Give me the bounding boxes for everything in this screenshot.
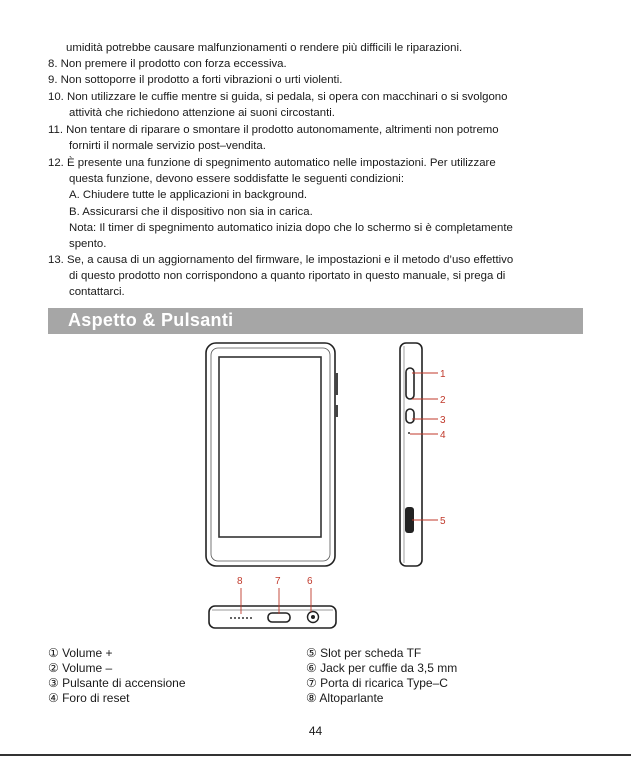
note: Nota: Il timer di spegnimento automatico inizia dopo che lo schermo si è completamente (69, 222, 513, 234)
legend-item-4: ④ Foro di reset (48, 691, 130, 705)
list-item-12: 12. È presente una funzione di spegnimento automatico nelle impostazioni. Per utilizzare (48, 157, 496, 169)
reset-hole (408, 432, 410, 434)
list-item-12-cont: questa funzione, devono essere soddisfatte le seguenti condizioni: (69, 173, 404, 185)
bottom-rule (0, 754, 631, 756)
note-cont: spento. (69, 238, 107, 250)
device-front-view (206, 343, 338, 566)
callout-6: 6 (307, 576, 313, 587)
list-item-9: 9. Non sottoporre il prodotto a forti vibrazioni o urti violenti. (48, 74, 343, 86)
legend-item-6: ⑥ Jack per cuffie da 3,5 mm (306, 661, 458, 675)
legend-item-2: ② Volume – (48, 661, 113, 675)
callout-5: 5 (440, 516, 446, 527)
callout-7: 7 (275, 576, 281, 587)
section-title: Aspetto & Pulsanti (68, 310, 234, 330)
legend-item-7: ⑦ Porta di ricarica Type–C (306, 676, 448, 690)
device-side-view (400, 343, 446, 566)
speaker-grille (230, 617, 252, 619)
usb-c-port (268, 613, 290, 622)
device-bottom-view (209, 576, 336, 628)
condition-a: A. Chiudere tutte le applicazioni in background. (69, 189, 308, 201)
callout-2: 2 (440, 395, 446, 406)
list-item-11-cont: fornirti il normale servizio post–vendita. (69, 140, 266, 152)
front-side-button-small (335, 405, 338, 417)
list-item-11: 11. Non tentare di riparare o smontare il prodotto autonomamente, altrimenti non potremo (48, 124, 499, 136)
device-body (206, 343, 335, 566)
list-item-13-cont: di questo prodotto non corrispondono a quanto riportato in questo manuale, si prega di (69, 270, 506, 282)
device-screen (219, 357, 321, 537)
text-line: umidità potrebbe causare malfunzionamenti o rendere più difficili le riparazioni. (66, 42, 463, 54)
legend-item-8: ⑧ Altoparlante (306, 691, 384, 705)
page-number: 44 (308, 724, 323, 738)
legend-item-5: ⑤ Slot per scheda TF (306, 646, 422, 660)
condition-b: B. Assicurarsi che il dispositivo non sia in carica. (69, 206, 313, 218)
front-side-button (335, 373, 338, 395)
device-bezel (211, 348, 330, 561)
list-item-8: 8. Non premere il prodotto con forza eccessiva. (48, 58, 287, 70)
legend-item-3: ③ Pulsante di accensione (48, 676, 186, 690)
callout-8: 8 (237, 576, 243, 587)
legend-item-1: ① Volume + (48, 646, 113, 660)
bottom-body (209, 606, 336, 628)
callout-3: 3 (440, 415, 446, 426)
power-button (406, 409, 414, 423)
list-item-10-cont: attività che richiedono attenzione ai suoni circostanti. (69, 107, 335, 119)
list-item-10: 10. Non utilizzare le cuffie mentre si guida, si pedala, si opera con macchinari o si svolgono (48, 91, 508, 103)
list-item-13-cont2: contattarci. (69, 286, 125, 298)
list-item-13: 13. Se, a causa di un aggiornamento del firmware, le impostazioni e il metodo d’uso effettivo (48, 254, 514, 266)
callout-4: 4 (440, 430, 446, 441)
callout-1: 1 (440, 369, 446, 380)
